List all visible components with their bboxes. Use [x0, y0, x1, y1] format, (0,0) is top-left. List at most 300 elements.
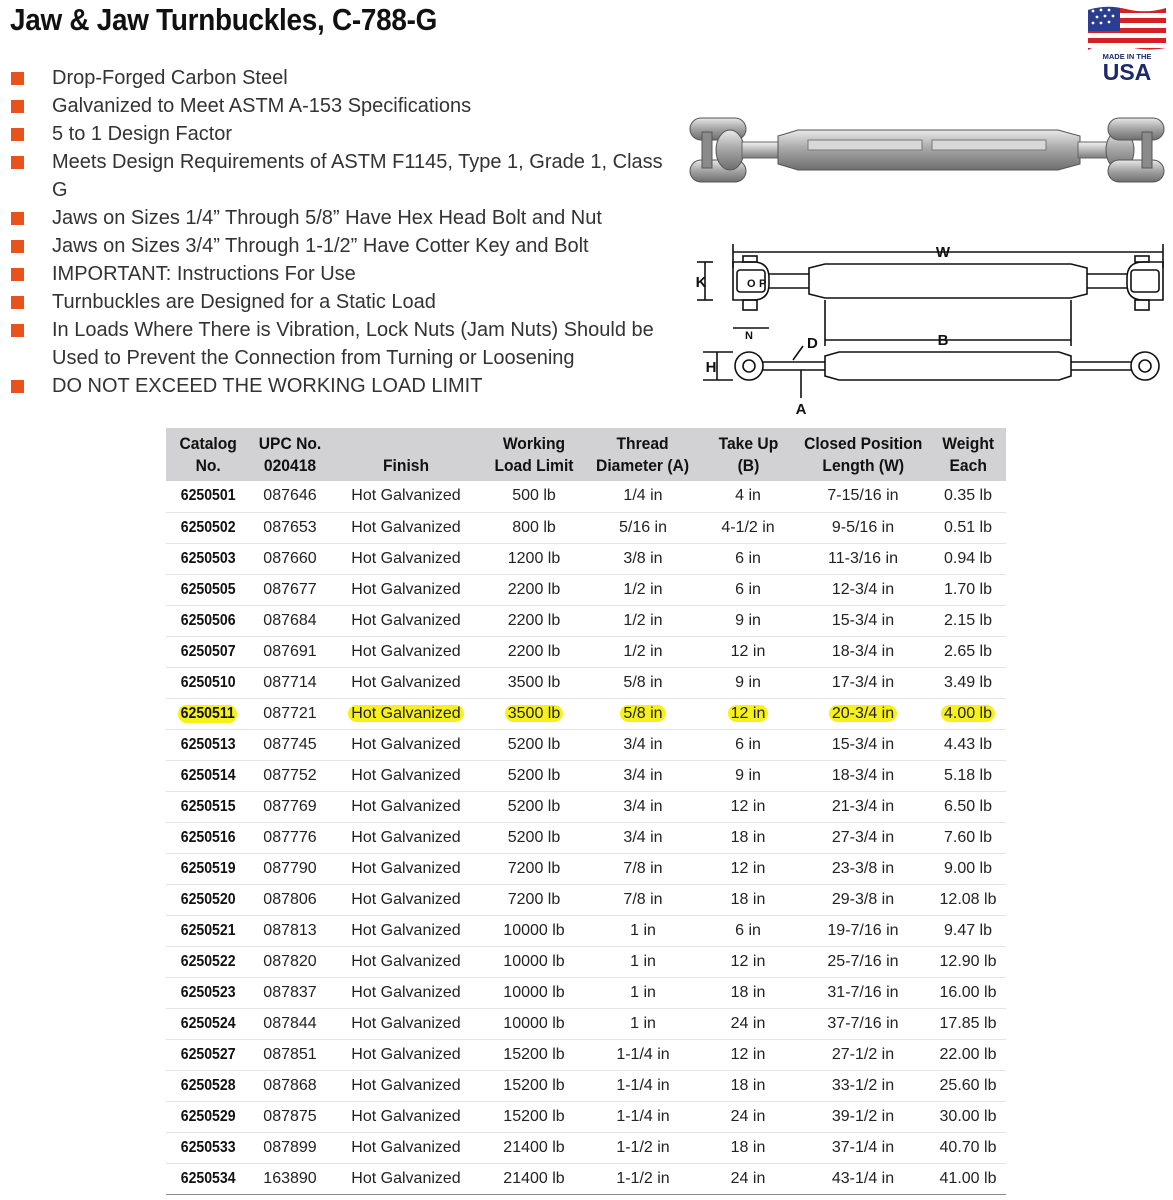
table-cell — [166, 574, 250, 605]
table-row — [166, 729, 1006, 760]
catalog-number: 6250519 — [180, 859, 236, 877]
square-bullet-icon — [11, 380, 24, 393]
table-cell — [250, 915, 330, 946]
table-cell — [330, 822, 482, 853]
cell-value: 1/4 in — [623, 487, 663, 505]
table-cell — [250, 1070, 330, 1101]
cell-value: 1-1/4 in — [616, 1045, 670, 1063]
cell-value: Hot Galvanized — [351, 611, 461, 629]
cell-value: 3500 lb — [507, 673, 561, 691]
table-cell — [700, 760, 796, 791]
column-header-line: No. — [195, 456, 221, 475]
cell-value: 3/4 in — [623, 766, 663, 784]
cell-value: 31-7/16 in — [827, 983, 899, 1001]
cell-value: 15200 lb — [503, 1107, 565, 1125]
table-cell — [166, 1163, 250, 1194]
cell-value: 15-3/4 in — [831, 611, 895, 629]
table-cell — [586, 512, 700, 543]
square-bullet-icon — [11, 128, 24, 141]
cell-value: 5/8 in — [620, 705, 665, 722]
table-cell — [700, 667, 796, 698]
table-cell — [930, 791, 1006, 822]
table-cell — [700, 512, 796, 543]
cell-value: 2200 lb — [507, 580, 561, 598]
cell-value: 087691 — [263, 642, 317, 660]
table-cell — [166, 605, 250, 636]
cell-value: 087820 — [263, 952, 317, 970]
table-row — [166, 1008, 1006, 1039]
table-cell — [930, 667, 1006, 698]
cell-value: 21400 lb — [503, 1138, 565, 1156]
table-cell — [250, 977, 330, 1008]
cell-value: 5200 lb — [507, 766, 561, 784]
cell-value: 17.85 lb — [939, 1014, 997, 1032]
table-cell — [250, 574, 330, 605]
spec-table — [166, 428, 1006, 1195]
cell-value: Hot Galvanized — [351, 952, 461, 970]
catalog-number: 6250523 — [180, 983, 236, 1001]
table-cell — [796, 605, 930, 636]
cell-value: 5200 lb — [507, 735, 561, 753]
cell-value: 087677 — [263, 580, 317, 598]
feature-item — [10, 148, 670, 204]
label-p: P — [759, 278, 767, 290]
catalog-number: 6250522 — [180, 952, 236, 970]
table-cell — [796, 791, 930, 822]
cell-value: Hot Galvanized — [351, 673, 461, 691]
catalog-number: 6250505 — [180, 580, 236, 598]
cell-value: Hot Galvanized — [351, 1107, 461, 1125]
table-cell — [586, 946, 700, 977]
cell-value: 163890 — [263, 1169, 317, 1187]
cell-value: 087844 — [263, 1014, 317, 1032]
column-header — [586, 428, 700, 481]
table-cell — [796, 853, 930, 884]
cell-value: 12 in — [730, 859, 766, 877]
table-cell — [930, 915, 1006, 946]
table-cell — [796, 1163, 930, 1194]
cell-value: 1 in — [630, 921, 656, 939]
table-cell — [250, 636, 330, 667]
cell-value: 1200 lb — [507, 549, 561, 567]
column-header-line: Closed Position — [803, 434, 923, 453]
feature-text: Galvanized to Meet ASTM A-153 Specifications — [52, 95, 472, 117]
table-cell — [700, 1070, 796, 1101]
cell-value: 23-3/8 in — [831, 859, 895, 877]
table-cell — [796, 698, 930, 729]
table-cell — [250, 698, 330, 729]
cell-value: 12 in — [730, 797, 766, 815]
table-cell — [250, 1132, 330, 1163]
cell-value: 3/4 in — [623, 828, 663, 846]
table-cell — [482, 1163, 586, 1194]
label-w: W — [935, 244, 951, 261]
table-row — [166, 605, 1006, 636]
cell-value: 12 in — [730, 952, 766, 970]
table-cell — [796, 822, 930, 853]
table-cell — [586, 977, 700, 1008]
cell-value: 087684 — [263, 611, 317, 629]
table-row — [166, 915, 1006, 946]
table-row — [166, 946, 1006, 977]
table-row — [166, 791, 1006, 822]
table-cell — [330, 884, 482, 915]
cell-value: 5/16 in — [618, 518, 668, 536]
table-cell — [700, 698, 796, 729]
cell-value: 9 in — [735, 611, 761, 629]
table-cell — [930, 698, 1006, 729]
cell-value: 3/8 in — [623, 549, 663, 567]
cell-value: 9 in — [735, 673, 761, 691]
table-cell — [166, 636, 250, 667]
table-cell — [700, 915, 796, 946]
table-cell — [586, 605, 700, 636]
table-row — [166, 853, 1006, 884]
table-cell — [250, 853, 330, 884]
cell-value: 12-3/4 in — [831, 580, 895, 598]
cell-value: 0.35 lb — [943, 487, 993, 505]
cell-value: 087745 — [263, 735, 317, 753]
label-h: H — [705, 359, 717, 376]
column-header-line: 020418 — [263, 456, 317, 475]
cell-value: 1/2 in — [623, 642, 663, 660]
table-cell — [250, 822, 330, 853]
cell-value: 9 in — [735, 766, 761, 784]
cell-value: 1-1/4 in — [616, 1076, 670, 1094]
cell-value: 10000 lb — [503, 1014, 565, 1032]
table-cell — [796, 1070, 930, 1101]
column-header-line: UPC No. — [258, 434, 322, 453]
cell-value: Hot Galvanized — [351, 859, 461, 877]
cell-value: 9-5/16 in — [831, 518, 895, 536]
table-cell — [482, 915, 586, 946]
table-cell — [700, 1008, 796, 1039]
cell-value: 087769 — [263, 797, 317, 815]
cell-value: 6 in — [735, 921, 761, 939]
table-cell — [166, 1132, 250, 1163]
cell-value: 087646 — [263, 487, 317, 505]
table-cell — [930, 946, 1006, 977]
table-cell — [250, 946, 330, 977]
square-bullet-icon — [11, 296, 24, 309]
cell-value: Hot Galvanized — [351, 518, 461, 536]
cell-value: 7200 lb — [507, 859, 561, 877]
feature-text: DO NOT EXCEED THE WORKING LOAD LIMIT — [52, 375, 483, 397]
table-cell — [166, 1008, 250, 1039]
feature-item — [10, 232, 670, 260]
cell-value: 1 in — [630, 1014, 656, 1032]
dimension-diagram — [693, 238, 1169, 418]
table-cell — [482, 605, 586, 636]
column-header-line: Diameter (A) — [596, 456, 690, 475]
feature-item — [10, 288, 670, 316]
table-cell — [796, 574, 930, 605]
cell-value: 10000 lb — [503, 983, 565, 1001]
cell-value: 087868 — [263, 1076, 317, 1094]
table-cell — [586, 884, 700, 915]
table-cell — [930, 1163, 1006, 1194]
table-cell — [700, 884, 796, 915]
cell-value: 18-3/4 in — [831, 766, 895, 784]
column-header-line: Each — [949, 456, 987, 475]
table-cell — [586, 1101, 700, 1132]
table-cell — [330, 853, 482, 884]
table-cell — [482, 946, 586, 977]
cell-value: 19-7/16 in — [827, 921, 899, 939]
table-row — [166, 884, 1006, 915]
cell-value: 10000 lb — [503, 921, 565, 939]
table-cell — [700, 1039, 796, 1070]
cell-value: 20-3/4 in — [829, 705, 897, 722]
table-cell — [250, 667, 330, 698]
cell-value: 25.60 lb — [939, 1076, 997, 1094]
table-cell — [586, 729, 700, 760]
table-cell — [700, 1101, 796, 1132]
table-row — [166, 543, 1006, 574]
table-cell — [796, 760, 930, 791]
table-cell — [700, 605, 796, 636]
table-cell — [930, 884, 1006, 915]
catalog-number: 6250534 — [180, 1169, 236, 1187]
table-cell — [482, 1039, 586, 1070]
catalog-number: 6250524 — [180, 1014, 236, 1032]
cell-value: 2.15 lb — [943, 611, 993, 629]
cell-value: 1/2 in — [623, 580, 663, 598]
feature-text: Jaws on Sizes 3/4” Through 1-1/2” Have Cotter Key and Bolt — [52, 235, 589, 257]
table-cell — [796, 1008, 930, 1039]
cell-value: 21-3/4 in — [831, 797, 895, 815]
table-cell — [330, 1008, 482, 1039]
cell-value: 1 in — [630, 983, 656, 1001]
table-body — [166, 481, 1006, 1194]
table-row — [166, 698, 1006, 729]
cell-value: 6 in — [735, 549, 761, 567]
cell-value: 1 in — [630, 952, 656, 970]
table-header-row — [166, 428, 1006, 481]
catalog-number: 6250501 — [180, 487, 236, 505]
cell-value: 37-7/16 in — [827, 1014, 899, 1032]
table-cell — [482, 853, 586, 884]
cell-value: 0.51 lb — [943, 518, 993, 536]
column-header-line: Working — [502, 434, 566, 453]
table-cell — [930, 605, 1006, 636]
table-cell — [930, 1039, 1006, 1070]
cell-value: 087837 — [263, 983, 317, 1001]
table-cell — [796, 729, 930, 760]
column-header — [796, 428, 930, 481]
cell-value: 27-1/2 in — [831, 1045, 895, 1063]
cell-value: 10000 lb — [503, 952, 565, 970]
feature-item — [10, 316, 670, 372]
table-row — [166, 481, 1006, 512]
table-cell — [250, 512, 330, 543]
cell-value: Hot Galvanized — [351, 580, 461, 598]
cell-value: Hot Galvanized — [351, 735, 461, 753]
catalog-number: 6250506 — [180, 611, 236, 629]
cell-value: Hot Galvanized — [348, 705, 463, 722]
table-cell — [796, 512, 930, 543]
table-cell — [330, 760, 482, 791]
table-cell — [700, 1132, 796, 1163]
table-cell — [482, 543, 586, 574]
cell-value: 0.94 lb — [943, 549, 993, 567]
table-cell — [796, 667, 930, 698]
feature-text: Jaws on Sizes 1/4” Through 5/8” Have Hex Head Bolt and Nut — [52, 207, 602, 229]
cell-value: 15200 lb — [503, 1045, 565, 1063]
cell-value: 087660 — [263, 549, 317, 567]
cell-value: Hot Galvanized — [351, 1169, 461, 1187]
table-cell — [586, 760, 700, 791]
cell-value: Hot Galvanized — [351, 828, 461, 846]
cell-value: 087714 — [263, 673, 317, 691]
table-cell — [166, 481, 250, 512]
square-bullet-icon — [11, 324, 24, 337]
cell-value: 24 in — [730, 1014, 766, 1032]
feature-item — [10, 64, 670, 92]
cell-value: 5/8 in — [623, 673, 663, 691]
cell-value: 25-7/16 in — [827, 952, 899, 970]
table-cell — [250, 543, 330, 574]
label-b: B — [937, 332, 949, 349]
table-cell — [330, 605, 482, 636]
feature-text: Meets Design Requirements of ASTM F1145, Type 1, Grade 1, Class G — [52, 151, 663, 201]
cell-value: 1/2 in — [623, 611, 663, 629]
table-cell — [930, 574, 1006, 605]
table-cell — [930, 1101, 1006, 1132]
cell-value: 2200 lb — [507, 642, 561, 660]
column-header-line: Catalog — [179, 434, 237, 453]
column-header — [166, 428, 250, 481]
table-cell — [482, 760, 586, 791]
cell-value: 4-1/2 in — [721, 518, 775, 536]
made-in-usa-logo — [1086, 4, 1168, 82]
table-cell — [166, 1039, 250, 1070]
table-cell — [930, 481, 1006, 512]
cell-value: 087790 — [263, 859, 317, 877]
cell-value: Hot Galvanized — [351, 1014, 461, 1032]
table-cell — [700, 543, 796, 574]
table-cell — [330, 636, 482, 667]
cell-value: 4 in — [735, 487, 761, 505]
table-cell — [586, 1132, 700, 1163]
table-cell — [700, 1163, 796, 1194]
cell-value: 3500 lb — [505, 705, 564, 722]
label-n: N — [745, 330, 753, 342]
cell-value: 7/8 in — [623, 859, 663, 877]
table-cell — [482, 667, 586, 698]
table-cell — [330, 543, 482, 574]
table-cell — [166, 729, 250, 760]
feature-item — [10, 120, 670, 148]
table-row — [166, 1039, 1006, 1070]
table-cell — [586, 1008, 700, 1039]
square-bullet-icon — [11, 268, 24, 281]
table-cell — [250, 729, 330, 760]
table-cell — [330, 1070, 482, 1101]
cell-value: 12.90 lb — [939, 952, 997, 970]
table-cell — [482, 822, 586, 853]
cell-value: 3.49 lb — [943, 673, 993, 691]
table-cell — [250, 481, 330, 512]
table-cell — [586, 543, 700, 574]
cell-value: 33-1/2 in — [831, 1076, 895, 1094]
table-cell — [796, 1039, 930, 1070]
cell-value: 12 in — [730, 1045, 766, 1063]
cell-value: 18 in — [730, 1076, 766, 1094]
table-cell — [330, 946, 482, 977]
catalog-number: 6250520 — [180, 890, 236, 908]
catalog-number: 6250513 — [180, 735, 236, 753]
table-cell — [700, 636, 796, 667]
table-row — [166, 977, 1006, 1008]
cell-value: Hot Galvanized — [351, 1076, 461, 1094]
table-cell — [586, 1163, 700, 1194]
cell-value: 16.00 lb — [939, 983, 997, 1001]
table-cell — [586, 574, 700, 605]
cell-value: 9.00 lb — [943, 859, 993, 877]
catalog-number: 6250516 — [180, 828, 236, 846]
table-cell — [330, 1101, 482, 1132]
table-row — [166, 667, 1006, 698]
table-cell — [586, 636, 700, 667]
table-cell — [930, 853, 1006, 884]
table-cell — [930, 1008, 1006, 1039]
catalog-number: 6250529 — [180, 1107, 236, 1125]
table-row — [166, 1070, 1006, 1101]
table-cell — [796, 1101, 930, 1132]
cell-value: 12 in — [730, 642, 766, 660]
table-cell — [482, 1132, 586, 1163]
table-cell — [330, 977, 482, 1008]
cell-value: 18 in — [730, 890, 766, 908]
cell-value: Hot Galvanized — [351, 1138, 461, 1156]
square-bullet-icon — [11, 212, 24, 225]
feature-text: In Loads Where There is Vibration, Lock Nuts (Jam Nuts) Should be Used to Prevent the Connection from Turning or Loosening — [52, 319, 654, 369]
square-bullet-icon — [11, 156, 24, 169]
cell-value: 7/8 in — [623, 890, 663, 908]
table-cell — [482, 1070, 586, 1101]
table-cell — [796, 977, 930, 1008]
table-cell — [330, 512, 482, 543]
cell-value: 500 lb — [512, 487, 556, 505]
catalog-number: 6250514 — [180, 766, 236, 784]
table-cell — [166, 884, 250, 915]
catalog-number: 6250533 — [180, 1138, 236, 1156]
table-cell — [482, 481, 586, 512]
cell-value: 22.00 lb — [939, 1045, 997, 1063]
cell-value: 6.50 lb — [943, 797, 993, 815]
cell-value: 24 in — [730, 1107, 766, 1125]
table-cell — [330, 1163, 482, 1194]
cell-value: Hot Galvanized — [351, 797, 461, 815]
table-cell — [482, 1008, 586, 1039]
table-cell — [586, 667, 700, 698]
cell-value: 17-3/4 in — [831, 673, 895, 691]
cell-value: 4.00 lb — [941, 705, 995, 722]
square-bullet-icon — [11, 240, 24, 253]
cell-value: 12 in — [728, 705, 769, 722]
column-header — [330, 428, 482, 481]
cell-value: 15-3/4 in — [831, 735, 895, 753]
column-header — [930, 428, 1006, 481]
page-title: Jaw & Jaw Turnbuckles, C-788-G — [10, 2, 438, 37]
cell-value: 087653 — [263, 518, 317, 536]
table-row — [166, 1163, 1006, 1194]
table-cell — [166, 512, 250, 543]
table-cell — [166, 915, 250, 946]
table-cell — [796, 543, 930, 574]
cell-value: 1.70 lb — [943, 580, 993, 598]
